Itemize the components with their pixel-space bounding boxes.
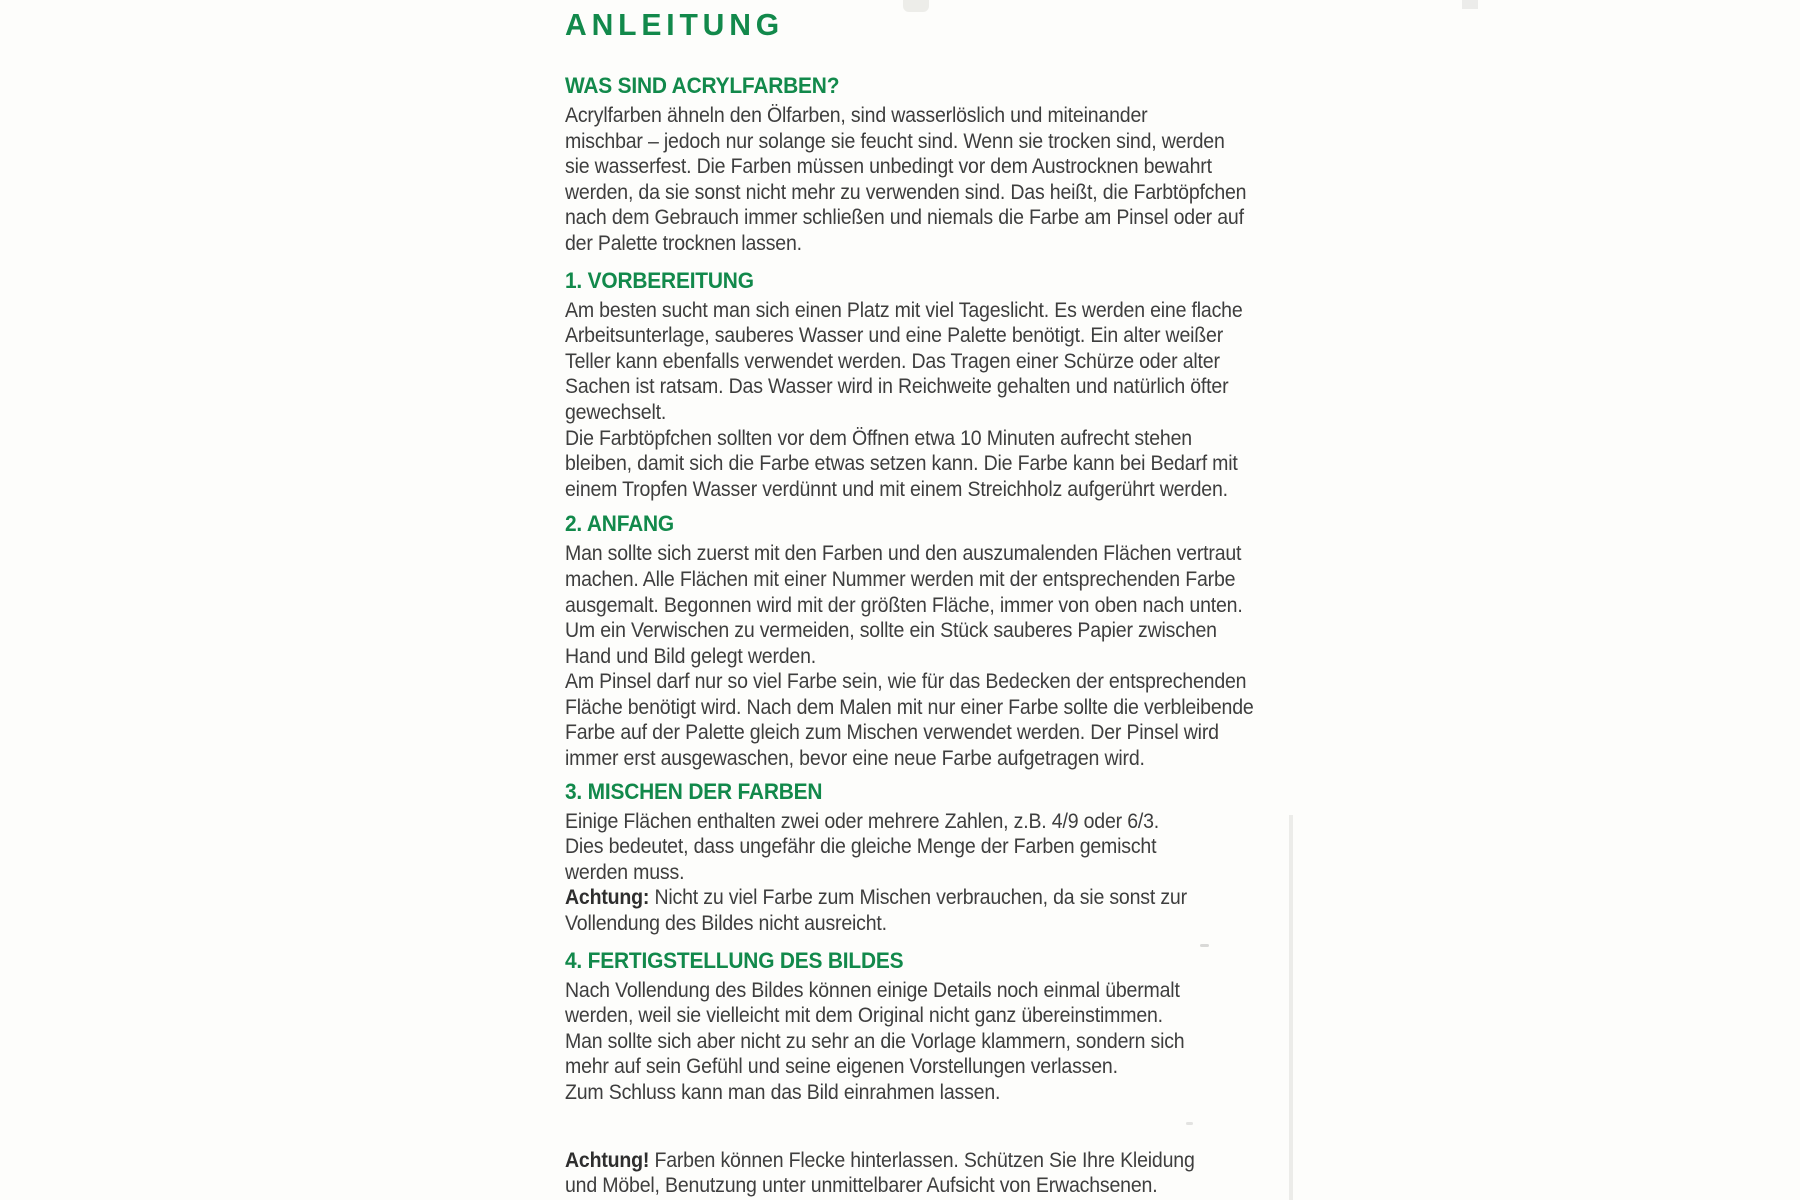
text-line: Fläche benötigt wird. Nach dem Malen mit nur einer Farbe sollte die verbleibende xyxy=(565,695,1254,719)
text-line: Man sollte sich zuerst mit den Farben und den auszumalenden Flächen vertraut xyxy=(565,542,1242,566)
text-line: Vollendung des Bildes nicht ausreicht. xyxy=(565,912,887,936)
text-line: der Palette trocknen lassen. xyxy=(565,231,802,255)
text-line: Am besten sucht man sich einen Platz mit viel Tageslicht. Es werden eine flache xyxy=(565,298,1243,322)
scan-streak xyxy=(1289,815,1293,1200)
section-body xyxy=(565,978,1255,1106)
text-line: Die Farbtöpfchen sollten vor dem Öffnen etwa 10 Minuten aufrecht stehen xyxy=(565,426,1192,450)
text-line: und Möbel, Benutzung unter unmittelbarer Aufsicht von Erwachsenen. xyxy=(565,1174,1158,1198)
text-line: ausgemalt. Begonnen wird mit der größten Fläche, immer von oben nach unten. xyxy=(565,593,1243,617)
text-line: sie wasserfest. Die Farben müssen unbedingt vor dem Austrocknen bewahrt xyxy=(565,155,1212,179)
text-line: Arbeitsunterlage, sauberes Wasser und eine Palette benötigt. Ein alter weißer xyxy=(565,324,1224,348)
text-line: Einige Flächen enthalten zwei oder mehrere Zahlen, z.B. 4/9 oder 6/3. xyxy=(565,809,1160,833)
text-line: Farbe auf der Palette gleich zum Mischen verwendet werden. Der Pinsel wird xyxy=(565,721,1219,745)
text-line: Teller kann ebenfalls verwendet werden. Das Tragen einer Schürze oder alter xyxy=(565,349,1220,373)
section-heading-vorbereitung: 1. VORBEREITUNG xyxy=(565,267,754,293)
text-line: werden, da sie sonst nicht mehr zu verwenden sind. Das heißt, die Farbtöpfchen xyxy=(565,180,1247,204)
text-line: Acrylfarben ähneln den Ölfarben, sind wasserlöslich und miteinander xyxy=(565,104,1148,127)
section-was-sind-acrylfarben xyxy=(565,72,1255,257)
text-line: Man sollte sich aber nicht zu sehr an die Vorlage klammern, sondern sich xyxy=(565,1029,1185,1053)
instruction-document xyxy=(565,6,1255,1199)
text-line: machen. Alle Flächen mit einer Nummer werden mit der entsprechenden Farbe xyxy=(565,567,1236,591)
section-mischen-der-farben xyxy=(565,778,1255,937)
text-line: Hand und Bild gelegt werden. xyxy=(565,644,817,668)
text-line: Um ein Verwischen zu vermeiden, sollte ein Stück sauberes Papier zwischen xyxy=(565,619,1217,643)
text-line: Am Pinsel darf nur so viel Farbe sein, wie für das Bedecken der entsprechenden xyxy=(565,670,1247,694)
section-body xyxy=(565,103,1255,257)
text-line: Nach Vollendung des Bildes können einige Details noch einmal übermalt xyxy=(565,978,1180,1002)
text-line: Zum Schluss kann man das Bild einrahmen lassen. xyxy=(565,1081,1001,1104)
section-heading-was-sind-acrylfarben: WAS SIND ACRYLFARBEN? xyxy=(565,73,840,98)
text-line: immer erst ausgewaschen, bevor eine neue Farbe aufgetragen wird. xyxy=(565,747,1145,771)
text-line: bleiben, damit sich die Farbe etwas setzen kann. Die Farbe kann bei Bedarf mit xyxy=(565,452,1238,476)
section-vorbereitung xyxy=(565,267,1255,503)
bold-lead-word: Achtung! xyxy=(565,1148,650,1172)
section-anfang xyxy=(565,510,1255,771)
text-line: nach dem Gebrauch immer schließen und niemals die Farbe am Pinsel oder auf xyxy=(565,206,1244,230)
warning-footer xyxy=(565,1148,1255,1199)
section-body xyxy=(565,298,1255,503)
bold-lead-word: Achtung: xyxy=(565,886,650,910)
text-line: mehr auf sein Gefühl und seine eigenen Vorstellungen verlassen. xyxy=(565,1055,1118,1079)
scan-smudge xyxy=(1462,0,1478,9)
text-line: Dies bedeutet, dass ungefähr die gleiche Menge der Farben gemischt xyxy=(565,835,1157,859)
section-heading-mischen-der-farben: 3. MISCHEN DER FARBEN xyxy=(565,778,823,804)
text-line: werden, weil sie vielleicht mit dem Original nicht ganz übereinstimmen. xyxy=(565,1004,1163,1028)
text-line: mischbar – jedoch nur solange sie feucht sind. Wenn sie trocken sind, werden xyxy=(565,129,1225,153)
document-title: ANLEITUNG xyxy=(565,7,785,42)
text-line: Sachen ist ratsam. Das Wasser wird in Reichweite gehalten und natürlich öfter xyxy=(565,375,1229,399)
section-fertigstellung-des-bildes xyxy=(565,947,1255,1106)
section-heading-anfang: 2. ANFANG xyxy=(565,511,674,537)
text-line: Achtung! Farben können Flecke hinterlassen. Schützen Sie Ihre Kleidung xyxy=(565,1148,1195,1172)
section-body xyxy=(565,541,1255,771)
text-line: Achtung: Nicht zu viel Farbe zum Mischen verbrauchen, da sie sonst zur xyxy=(565,886,1187,910)
text-line: gewechselt. xyxy=(565,400,667,424)
section-heading-fertigstellung-des-bildes: 4. FERTIGSTELLUNG DES BILDES xyxy=(565,947,904,973)
text-line: werden muss. xyxy=(565,860,685,884)
text-line: einem Tropfen Wasser verdünnt und mit einem Streichholz aufgerührt werden. xyxy=(565,477,1228,501)
section-body xyxy=(565,809,1255,937)
